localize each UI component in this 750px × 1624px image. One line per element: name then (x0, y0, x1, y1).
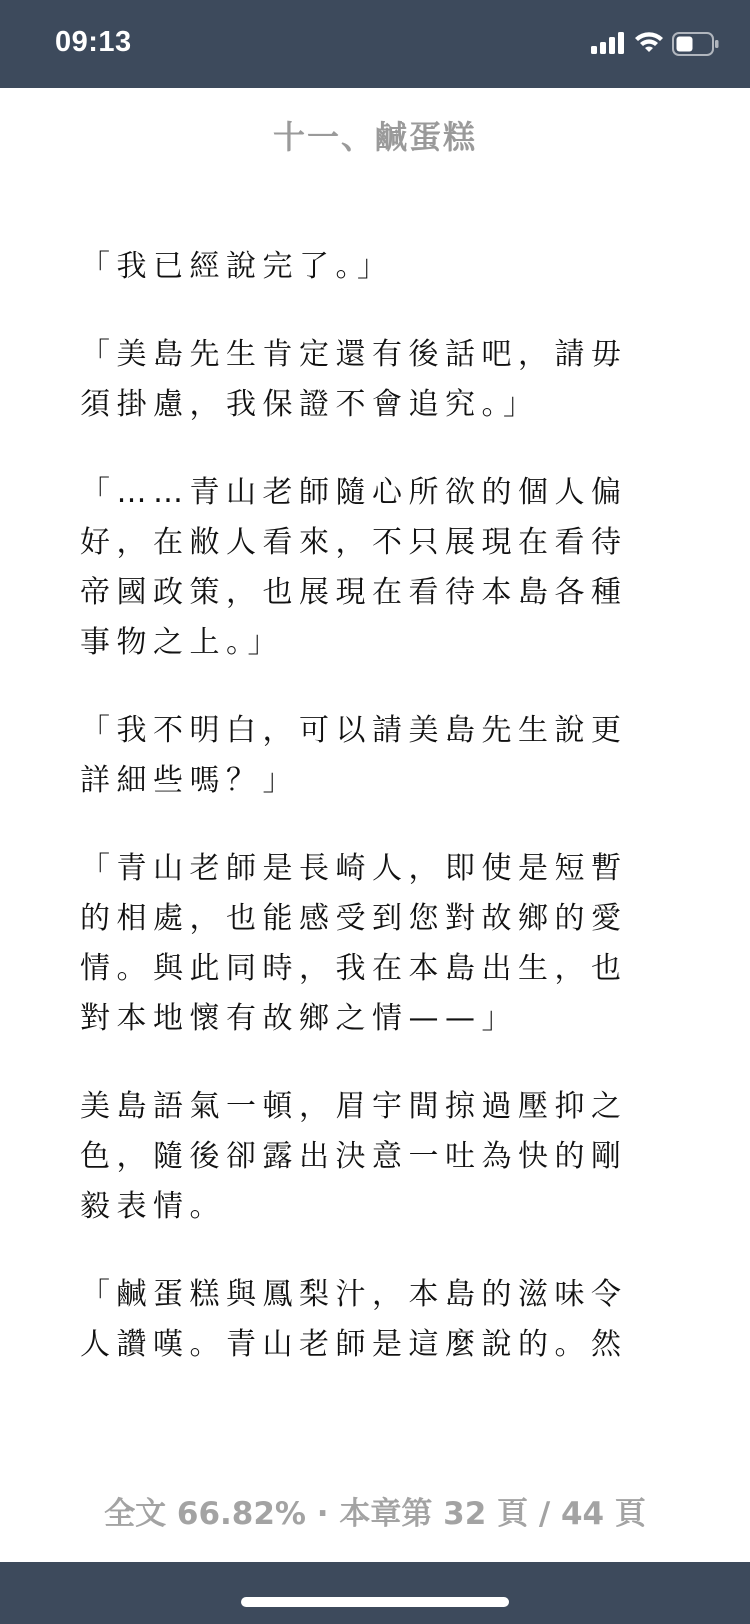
paragraph: 「我不明白，可以請美島先生說更詳細些嗎？」 (80, 713, 628, 798)
bottom-bar (0, 1562, 750, 1624)
battery-icon (672, 32, 720, 56)
chapter-title: 十一、鹹蛋糕 (272, 118, 477, 156)
paragraph: 「美島先生肯定還有後話吧，請毋須掛慮，我保證不會追究。」 (80, 337, 628, 422)
status-bar (0, 0, 750, 88)
signal-icon (591, 32, 625, 54)
status-time: 09:13 (55, 26, 132, 58)
paragraph: 「我已經說完了。」 (80, 249, 394, 284)
paragraph: 美島語氣一頓，眉宇間掠過壓抑之色，隨後卻露出決意一吐為快的剛毅表情。 (80, 1089, 628, 1224)
reading-text-area[interactable] (80, 242, 640, 1408)
paragraph: 「鹹蛋糕與鳳梨汁，本島的滋味令人讚嘆。青山老師是這麼說的。然 (80, 1277, 628, 1362)
paragraph: 「青山老師是長崎人，即使是短暫的相處，也能感受到您對故鄉的愛情。與此同時，我在本島出生，也對本地懷有故鄉之情——」 (80, 851, 628, 1036)
wifi-icon (634, 30, 664, 54)
reading-progress: 全文 66.82% · 本章第 32 頁 / 44 頁 (104, 1496, 646, 1532)
home-indicator[interactable] (241, 1597, 509, 1607)
paragraph: 「……青山老師隨心所欲的個人偏好，在敝人看來，不只展現在看待帝國政策，也展現在看待本島各種事物之上。」 (80, 475, 628, 660)
